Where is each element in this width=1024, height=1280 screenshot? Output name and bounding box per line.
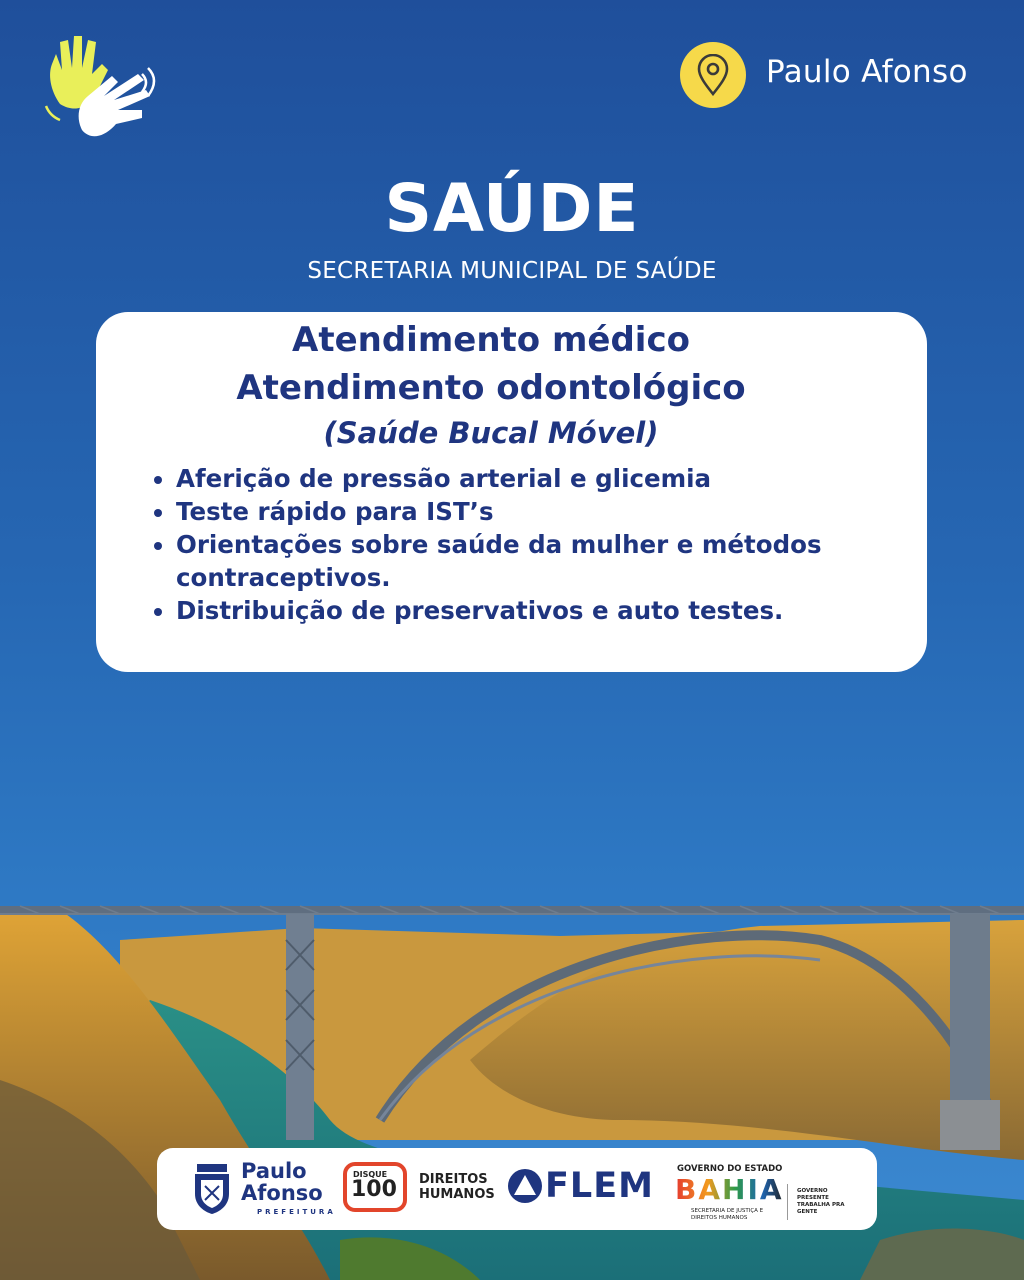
flem-logo-icon (507, 1168, 543, 1204)
city-name: Paulo Afonso (766, 54, 968, 90)
governo-estado-label: GOVERNO DO ESTADO (677, 1164, 783, 1174)
flem-label: FLEM (545, 1166, 654, 1206)
list-item: Aferição de pressão arterial e glicemia (152, 462, 912, 495)
governo-presente-label: GOVERNO PRESENTE TRABALHA PRA GENTE (797, 1188, 845, 1215)
disque-number: 100 (351, 1177, 397, 1202)
prefeitura-name: Paulo Afonso (241, 1159, 323, 1205)
bahia-logo-text: BAHIA (675, 1173, 784, 1206)
service-dental-note: (Saúde Bucal Móvel) (323, 416, 659, 450)
page-title: SAÚDE (384, 170, 640, 247)
secretaria-justica-label: SECRETARIA DE JUSTIÇA E DIREITOS HUMANOS (691, 1208, 764, 1221)
divider (787, 1184, 788, 1220)
disque-label: DISQUE (353, 1170, 388, 1179)
map-pin-icon (695, 54, 731, 96)
page-subtitle: SECRETARIA MUNICIPAL DE SAÚDE (307, 258, 717, 284)
list-item: Orientações sobre saúde da mulher e métodos contraceptivos. (152, 528, 912, 594)
direitos-humanos-label: DIREITOS HUMANOS (419, 1172, 495, 1202)
services-card (96, 312, 927, 672)
sign-language-hands-icon (42, 34, 157, 144)
city-coat-of-arms-icon (191, 1162, 233, 1216)
location-badge (680, 42, 746, 108)
service-dental: Atendimento odontológico (236, 368, 746, 408)
services-list (152, 462, 912, 627)
prefeitura-sub: PREFEITURA (257, 1208, 336, 1216)
list-item: Teste rápido para IST’s (152, 495, 912, 528)
partner-logos (157, 1148, 877, 1230)
service-medical: Atendimento médico (292, 320, 690, 360)
list-item: Distribuição de preservativos e auto testes. (152, 594, 912, 627)
